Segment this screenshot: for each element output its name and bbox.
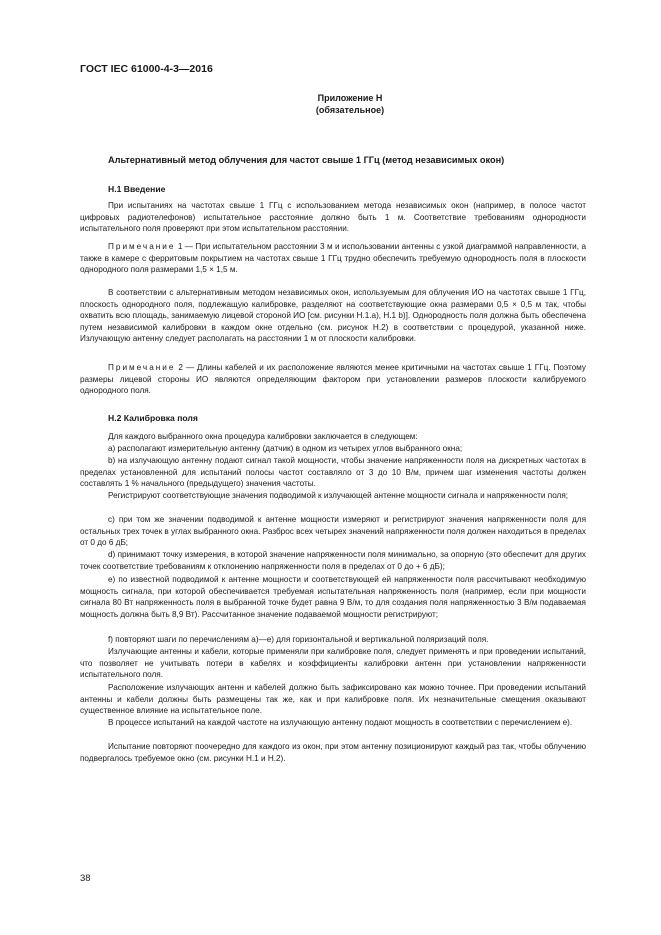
- paragraph-intro: При испытаниях на частотах свыше 1 ГГц с использованием метода независимых окон (например, в полосе частот цифровых радиотелефонов) испытательное расстояние должно быть 1 м. Соответствие требованиям однородности испытательного поля проверяют при этом испытательном расстоянии.: [80, 201, 586, 234]
- annex-status: (обязательное): [315, 105, 385, 115]
- note-2-text: 2 — Длины кабелей и их расположение являются менее критичными на частотах свыше 1 ГГц. Поэтому размеры лицевой стороны ИО являются определяющим фактором при установлении размеров плоскости калибруемого однородного поля.: [80, 363, 586, 396]
- page-number: 38: [80, 873, 91, 884]
- note-2: [80, 362, 586, 397]
- step-a: a) располагают измерительную антенну (датчик) в одном из четырех углов выбранного окна;: [108, 444, 463, 453]
- paragraph-positioning: Расположение излучающих антенн и кабелей должно быть зафиксировано как можно точнее. При проведении испытаний антенны и кабели должны быть размещены так же, как и при калибровке поля. Их незначительные смещения оказывают существенное влияние на испытательное поле.: [80, 683, 586, 716]
- step-b: b) на излучающую антенну подают сигнал такой мощности, чтобы значение напряженности поля на дискретных частотах в пределах установленной для испытаний полосы частот составляло от 3 до 10 В/м, причем шаг изменения частоты должен составлять 1 % начального (предыдущего) значения частоты.: [80, 456, 586, 489]
- document-header: ГОСТ IEC 61000-4-3—2016: [80, 63, 213, 75]
- note-1-label: Примечание: [108, 242, 176, 251]
- step-c: c) при том же значении подводимой к антенне мощности измеряют и регистрируют значения напряженности поля для остальных трех точек в углах выбранного окна. Разброс всех четырех значений напряженности поля должен находиться в пределах от 0 до 6 дБ;: [80, 515, 586, 548]
- note-1: [80, 241, 586, 276]
- note-2-label: Примечание: [108, 363, 176, 372]
- step-b-register: Регистрируют соответствующие значения подводимой к излучающей антенне мощности сигнала и напряженности поля;: [108, 491, 569, 500]
- section-heading-calibration: Н.2 Калибровка поля: [108, 413, 198, 423]
- paragraph-method: В соответствии с альтернативным методом независимых окон, используемым для облучения ИО на частотах свыше 1 ГГц, плоскость однородного поля, подлежащую калибровке, разделяют на соответствующие окна размерами 0,5 × 0,5 м так, чтобы охватить всю площадь, занимаемую лицевой стороной ИО [см. рисунки Н.1.а), Н.1 b)]. Однородность поля должна быть обеспечена путем независимой калибровки в каждом окне отдельно (см. рисунок Н.2) в соответствии с процедурой, указанной ниже. Излучающую антенну следует располагать на расстоянии 1 м от плоскости калибровки.: [80, 288, 586, 344]
- step-d: d) принимают точку измерения, в которой значение напряженности поля минимально, за опорную (это обеспечит для других точек соответствие требованиям к отклонению напряженности поля в пределах от 0 до + 6 дБ);: [80, 550, 586, 571]
- annex-heading: Альтернативный метод облучения для частот свыше 1 ГГц (метод независимых окон): [108, 155, 505, 165]
- paragraph-calibration-intro: Для каждого выбранного окна процедура калибровки заключается в следующем:: [108, 432, 418, 441]
- paragraph-cables: Излучающие антенны и кабели, которые применяли при калибровке поля, следует применять и при проведении испытаний, что позволяет не учитывать потери в кабелях и коэффициенты калибровки антенн при установлении напряженности испытательного поля.: [80, 647, 586, 680]
- step-e: e) по известной подводимой к антенне мощности и соответствующей ей напряженности поля рассчитывают необходимую мощность сигнала, при которой обеспечивается требуемая испытательная напряженность поля (например, если при мощности сигнала 80 Вт напряженность поля в выбранной точке будет равна 9 В/м, то для создания поля напряженностью 3 В/м подаваемая мощность должна быть 8,9 Вт). Рассчитанное значение подаваемой мощности регистрируют;: [80, 575, 586, 619]
- annex-title: Приложение Н: [317, 93, 383, 103]
- section-heading-intro: Н.1 Введение: [108, 184, 166, 194]
- note-1-text: 1 — При испытательном расстоянии 3 м и использовании антенны с узкой диаграммой направленности, а также в камере с ферритовым покрытием на частотах свыше 1 ГГц трудно обеспечить требуемую однородность поля в плоскости однородного поля размерами 1,5 × 1,5 м.: [80, 242, 586, 275]
- paragraph-repeat: Испытание повторяют поочередно для каждого из окон, при этом антенну позиционируют каждый раз так, чтобы облучению подвергалось требуемое окно (см. рисунки Н.1 и Н.2).: [80, 742, 586, 763]
- step-f: f) повторяют шаги по перечислениям а)—е) для горизонтальной и вертикальной поляризаций поля.: [108, 635, 489, 644]
- paragraph-power: В процессе испытаний на каждой частоте на излучающую антенну подают мощность в соответствии с перечислением е).: [108, 718, 573, 727]
